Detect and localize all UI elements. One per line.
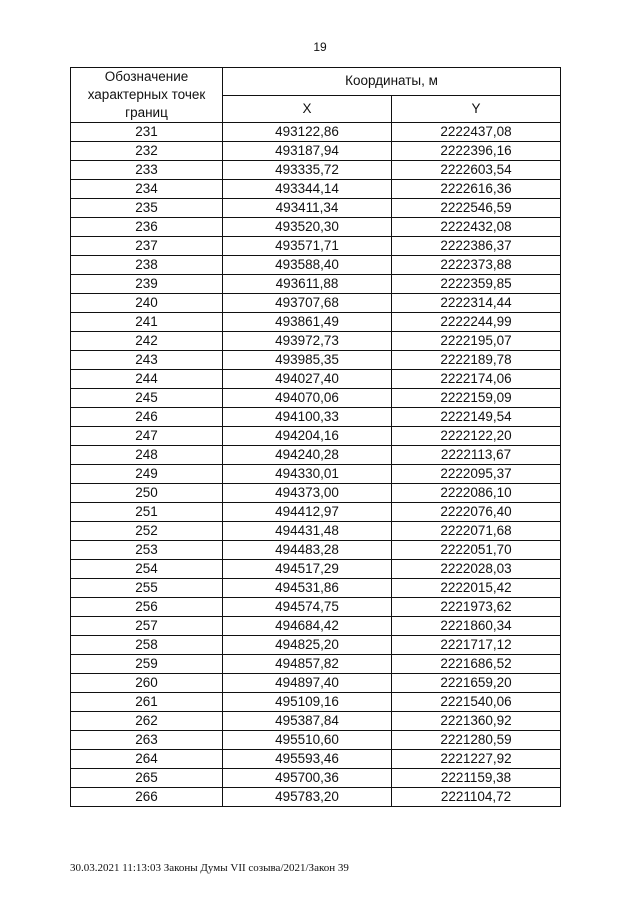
- y-coordinate-cell: 2222432,08: [392, 218, 561, 237]
- table-row: [71, 408, 561, 427]
- header-point-designation: Обозначение характерных точек границ: [71, 68, 223, 123]
- x-coordinate-cell: 494574,75: [223, 598, 392, 617]
- x-coordinate-cell: 494857,82: [223, 655, 392, 674]
- point-number-cell: 256: [71, 598, 223, 617]
- x-coordinate-cell: 494070,06: [223, 389, 392, 408]
- y-coordinate-cell: 2222086,10: [392, 484, 561, 503]
- point-number-cell: 251: [71, 503, 223, 522]
- y-coordinate-cell: 2222076,40: [392, 503, 561, 522]
- y-coordinate-cell: 2222386,37: [392, 237, 561, 256]
- x-coordinate-cell: 495510,60: [223, 731, 392, 750]
- point-number-cell: 241: [71, 313, 223, 332]
- y-coordinate-cell: 2222373,88: [392, 256, 561, 275]
- point-number-cell: 266: [71, 788, 223, 807]
- point-number-cell: 239: [71, 275, 223, 294]
- point-number-cell: 235: [71, 199, 223, 218]
- table-row: [71, 503, 561, 522]
- header-x: X: [223, 95, 392, 123]
- table-row: [71, 750, 561, 769]
- table-row: [71, 465, 561, 484]
- table-body: [71, 123, 561, 807]
- y-coordinate-cell: 2222159,09: [392, 389, 561, 408]
- table-row: [71, 370, 561, 389]
- x-coordinate-cell: 493520,30: [223, 218, 392, 237]
- table-row: [71, 180, 561, 199]
- table-row: [71, 294, 561, 313]
- x-coordinate-cell: 495593,46: [223, 750, 392, 769]
- point-number-cell: 260: [71, 674, 223, 693]
- table-row: [71, 313, 561, 332]
- y-coordinate-cell: 2221360,92: [392, 712, 561, 731]
- point-number-cell: 246: [71, 408, 223, 427]
- x-coordinate-cell: 493861,49: [223, 313, 392, 332]
- y-coordinate-cell: 2222603,54: [392, 161, 561, 180]
- y-coordinate-cell: 2222051,70: [392, 541, 561, 560]
- y-coordinate-cell: 2222314,44: [392, 294, 561, 313]
- point-number-cell: 255: [71, 579, 223, 598]
- table-row: [71, 237, 561, 256]
- point-number-cell: 259: [71, 655, 223, 674]
- point-number-cell: 263: [71, 731, 223, 750]
- x-coordinate-cell: 493344,14: [223, 180, 392, 199]
- point-number-cell: 248: [71, 446, 223, 465]
- point-number-cell: 264: [71, 750, 223, 769]
- table-row: [71, 579, 561, 598]
- point-number-cell: 233: [71, 161, 223, 180]
- x-coordinate-cell: 493985,35: [223, 351, 392, 370]
- point-number-cell: 265: [71, 769, 223, 788]
- y-coordinate-cell: 2222195,07: [392, 332, 561, 351]
- page-number: 19: [313, 40, 327, 54]
- table-row: [71, 674, 561, 693]
- y-coordinate-cell: 2222095,37: [392, 465, 561, 484]
- y-coordinate-cell: 2221717,12: [392, 636, 561, 655]
- table-row: [71, 161, 561, 180]
- x-coordinate-cell: 493611,88: [223, 275, 392, 294]
- y-coordinate-cell: 2221973,62: [392, 598, 561, 617]
- table-row: [71, 351, 561, 370]
- point-number-cell: 245: [71, 389, 223, 408]
- y-coordinate-cell: 2222437,08: [392, 123, 561, 142]
- y-coordinate-cell: 2221104,72: [392, 788, 561, 807]
- coordinates-table: [70, 67, 561, 807]
- y-coordinate-cell: 2221659,20: [392, 674, 561, 693]
- x-coordinate-cell: 494204,16: [223, 427, 392, 446]
- table-row: [71, 427, 561, 446]
- table-row: [71, 522, 561, 541]
- y-coordinate-cell: 2222149,54: [392, 408, 561, 427]
- table-row: [71, 332, 561, 351]
- point-number-cell: 261: [71, 693, 223, 712]
- x-coordinate-cell: 494517,29: [223, 560, 392, 579]
- table-row: [71, 712, 561, 731]
- table-row: [71, 142, 561, 161]
- point-number-cell: 247: [71, 427, 223, 446]
- x-coordinate-cell: 493571,71: [223, 237, 392, 256]
- table-row: [71, 693, 561, 712]
- point-number-cell: 231: [71, 123, 223, 142]
- x-coordinate-cell: 494684,42: [223, 617, 392, 636]
- x-coordinate-cell: 493187,94: [223, 142, 392, 161]
- table-row: [71, 598, 561, 617]
- x-coordinate-cell: 494825,20: [223, 636, 392, 655]
- y-coordinate-cell: 2222244,99: [392, 313, 561, 332]
- table-row: [71, 617, 561, 636]
- x-coordinate-cell: 493411,34: [223, 199, 392, 218]
- y-coordinate-cell: 2222189,78: [392, 351, 561, 370]
- point-number-cell: 257: [71, 617, 223, 636]
- y-coordinate-cell: 2222359,85: [392, 275, 561, 294]
- table-row: [71, 788, 561, 807]
- table-row: [71, 636, 561, 655]
- y-coordinate-cell: 2221159,38: [392, 769, 561, 788]
- table-row: [71, 484, 561, 503]
- point-number-cell: 258: [71, 636, 223, 655]
- point-number-cell: 234: [71, 180, 223, 199]
- point-number-cell: 243: [71, 351, 223, 370]
- point-number-cell: 250: [71, 484, 223, 503]
- table-row: [71, 731, 561, 750]
- y-coordinate-cell: 2222122,20: [392, 427, 561, 446]
- x-coordinate-cell: 494240,28: [223, 446, 392, 465]
- x-coordinate-cell: 494431,48: [223, 522, 392, 541]
- document-footer: 30.03.2021 11:13:03 Законы Думы VII созыва/2021/Закон 39: [70, 862, 349, 874]
- x-coordinate-cell: 495387,84: [223, 712, 392, 731]
- table-row: [71, 446, 561, 465]
- y-coordinate-cell: 2222015,42: [392, 579, 561, 598]
- table-row: [71, 655, 561, 674]
- y-coordinate-cell: 2221540,06: [392, 693, 561, 712]
- table-row: [71, 541, 561, 560]
- x-coordinate-cell: 493972,73: [223, 332, 392, 351]
- point-number-cell: 254: [71, 560, 223, 579]
- point-number-cell: 240: [71, 294, 223, 313]
- header-y: Y: [392, 95, 561, 123]
- y-coordinate-cell: 2222113,67: [392, 446, 561, 465]
- table-row: [71, 275, 561, 294]
- y-coordinate-cell: 2221860,34: [392, 617, 561, 636]
- y-coordinate-cell: 2222071,68: [392, 522, 561, 541]
- y-coordinate-cell: 2222396,16: [392, 142, 561, 161]
- x-coordinate-cell: 494483,28: [223, 541, 392, 560]
- table-row: [71, 389, 561, 408]
- table-row: [71, 199, 561, 218]
- table-row: [71, 256, 561, 275]
- x-coordinate-cell: 494412,97: [223, 503, 392, 522]
- y-coordinate-cell: 2221686,52: [392, 655, 561, 674]
- header-coordinates: Координаты, м: [223, 68, 561, 96]
- x-coordinate-cell: 494100,33: [223, 408, 392, 427]
- point-number-cell: 249: [71, 465, 223, 484]
- point-number-cell: 232: [71, 142, 223, 161]
- x-coordinate-cell: 493707,68: [223, 294, 392, 313]
- x-coordinate-cell: 493122,86: [223, 123, 392, 142]
- point-number-cell: 244: [71, 370, 223, 389]
- y-coordinate-cell: 2221227,92: [392, 750, 561, 769]
- x-coordinate-cell: 494373,00: [223, 484, 392, 503]
- point-number-cell: 242: [71, 332, 223, 351]
- x-coordinate-cell: 494897,40: [223, 674, 392, 693]
- point-number-cell: 236: [71, 218, 223, 237]
- x-coordinate-cell: 494531,86: [223, 579, 392, 598]
- x-coordinate-cell: 494330,01: [223, 465, 392, 484]
- table-row: [71, 560, 561, 579]
- x-coordinate-cell: 495783,20: [223, 788, 392, 807]
- point-number-cell: 252: [71, 522, 223, 541]
- table-row: [71, 769, 561, 788]
- point-number-cell: 262: [71, 712, 223, 731]
- y-coordinate-cell: 2222174,06: [392, 370, 561, 389]
- y-coordinate-cell: 2222028,03: [392, 560, 561, 579]
- x-coordinate-cell: 493588,40: [223, 256, 392, 275]
- point-number-cell: 238: [71, 256, 223, 275]
- y-coordinate-cell: 2222616,36: [392, 180, 561, 199]
- x-coordinate-cell: 495700,36: [223, 769, 392, 788]
- table-row: [71, 218, 561, 237]
- y-coordinate-cell: 2222546,59: [392, 199, 561, 218]
- x-coordinate-cell: 494027,40: [223, 370, 392, 389]
- x-coordinate-cell: 495109,16: [223, 693, 392, 712]
- x-coordinate-cell: 493335,72: [223, 161, 392, 180]
- y-coordinate-cell: 2221280,59: [392, 731, 561, 750]
- point-number-cell: 237: [71, 237, 223, 256]
- table-row: [71, 123, 561, 142]
- point-number-cell: 253: [71, 541, 223, 560]
